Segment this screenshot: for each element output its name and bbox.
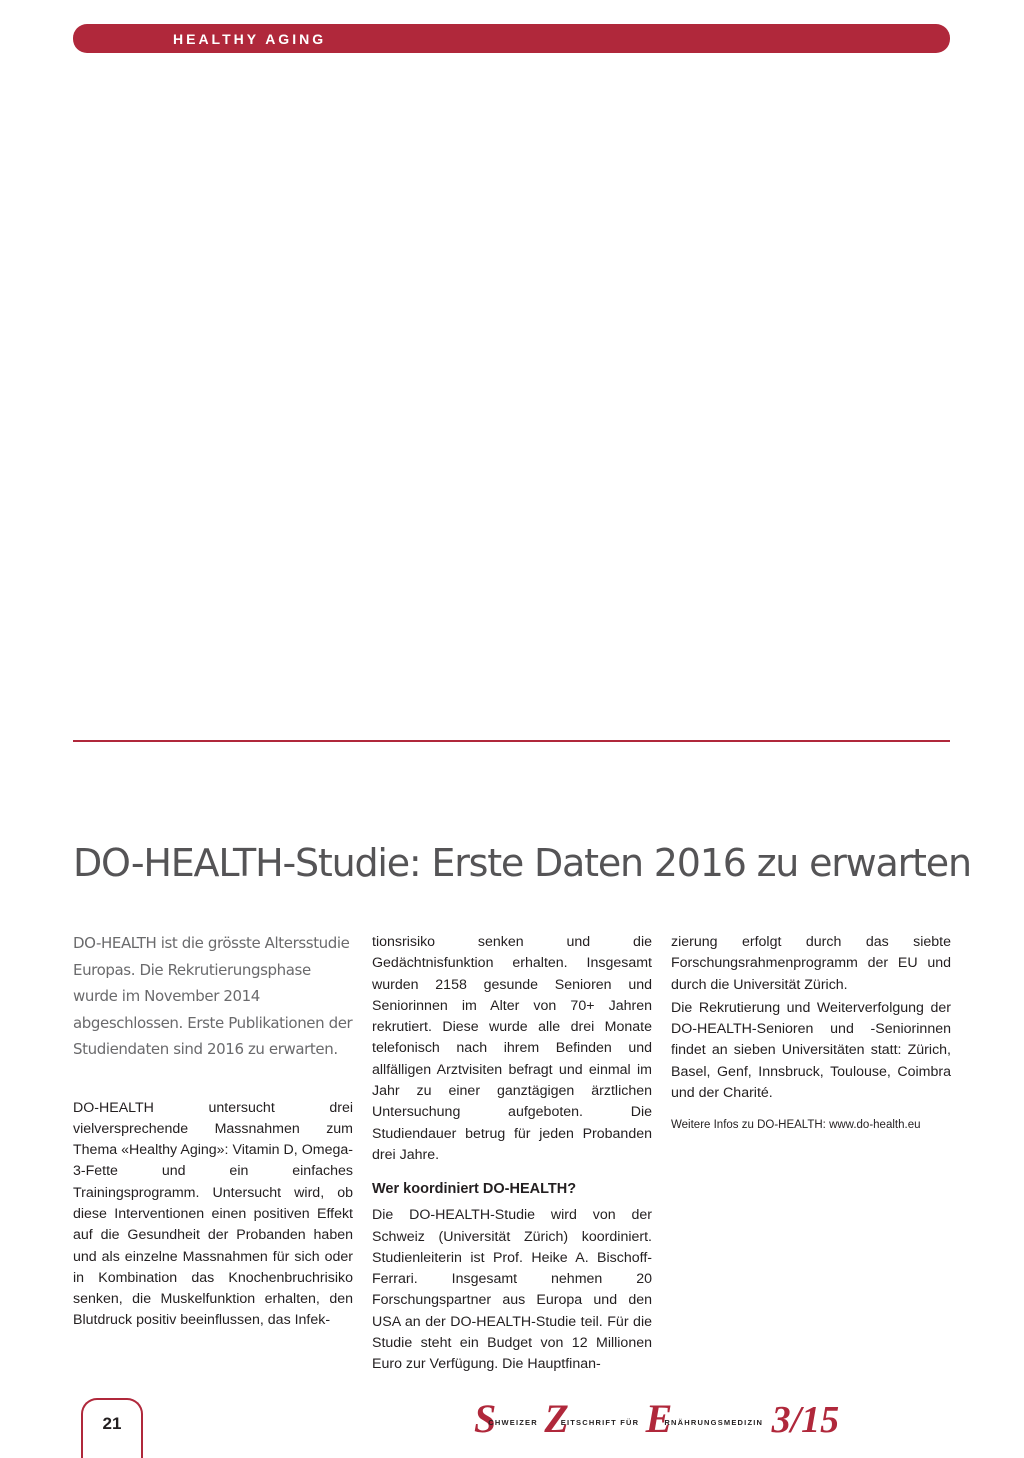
title-divider [73, 740, 950, 742]
masthead-word-2: EITSCHRIFT FÜR [560, 1418, 640, 1427]
body-text-col3: zierung erfolgt durch das siebte Forschungsrahmenprogramm der EU und durch die Universität Zürich. [671, 934, 951, 993]
journal-masthead [474, 1395, 954, 1439]
masthead-letter-e: E [645, 1396, 673, 1441]
section-header-bar [73, 24, 950, 53]
body-text-col3-part2: Die Rekrutierung und Weiterverfolgung der DO-HEALTH-Senioren und -Seniorinnen findet an sieben Universitäten statt: Zürich, Basel, Genf, Innsbruck, Toulouse, Coimbra und der Charité. [671, 999, 951, 1102]
info-note: Weitere Infos zu DO-HEALTH: www.do-health.eu [671, 1119, 921, 1132]
page-number: 21 [102, 1414, 122, 1433]
masthead-letter-s: S [474, 1396, 497, 1441]
section-subheading: Wer koordiniert DO-HEALTH? [372, 1181, 577, 1198]
issue-number: 3/15 [771, 1399, 840, 1441]
column-1 [73, 930, 353, 1332]
body-text-col1: DO-HEALTH untersucht drei vielversprechende Massnahmen zum Thema «Healthy Aging»: Vitamin D, Omega-3-Fette und ein einfaches Trainingsprogramm. Untersucht wird, ob diese Interventionen einen positiven Effekt auf die Gesundheit der Probanden haben und als einzelne Massnahmen für sich oder in Kombination das Knochenbruchrisiko senken, die Muskelfunktion erhalten, den Blutdruck positiv beeinflussen, das Infek- [73, 1099, 353, 1329]
masthead-letter-z: Z [544, 1396, 569, 1441]
article-intro: DO-HEALTH ist die grösste Altersstudie Europas. Die Rekrutierungsphase wurde im November 2014 abgeschlossen. Erste Publikationen der Studiendaten sind 2016 zu erwarten. [73, 934, 353, 1058]
body-text-col2-part2: Die DO-HEALTH-Studie wird von der Schweiz (Universität Zürich) koordiniert. Studienleiterin ist Prof. Heike A. Bischoff-Ferrari. Insgesamt nehmen 20 Forschungspartner aus Europa und den USA an der DO-HEALTH-Studie teil. Für die Studie steht ein Budget von 12 Millionen Euro zur Verfügung. Die Hauptfinan- [372, 1207, 652, 1373]
masthead-word-3: RNÄHRUNGSMEDIZIN [664, 1418, 764, 1427]
page-number-tab [81, 1398, 143, 1458]
column-2 [372, 930, 652, 1376]
section-label: HEALTHY AGING [173, 31, 327, 47]
masthead-word-1: CHWEIZER [488, 1418, 538, 1427]
body-text-col2: tionsrisiko senken und die Gedächtnisfunktion erhalten. Insgesamt wurden 2158 gesunde Senioren und Seniorinnen im Alter von 70+ Jahren rekrutiert. Diese wurde alle drei Monate telefonisch nach ihrem Befinden und allfälligen Arztvisiten befragt und einmal im Jahr zu einer ganztägigen ärztlichen Untersuchung aufgeboten. Die Studiendauer betrug für jeden Probanden drei Jahre. [372, 934, 652, 1163]
column-3 [671, 930, 951, 1131]
article-title: DO-HEALTH-Studie: Erste Daten 2016 zu erwarten [73, 841, 971, 886]
